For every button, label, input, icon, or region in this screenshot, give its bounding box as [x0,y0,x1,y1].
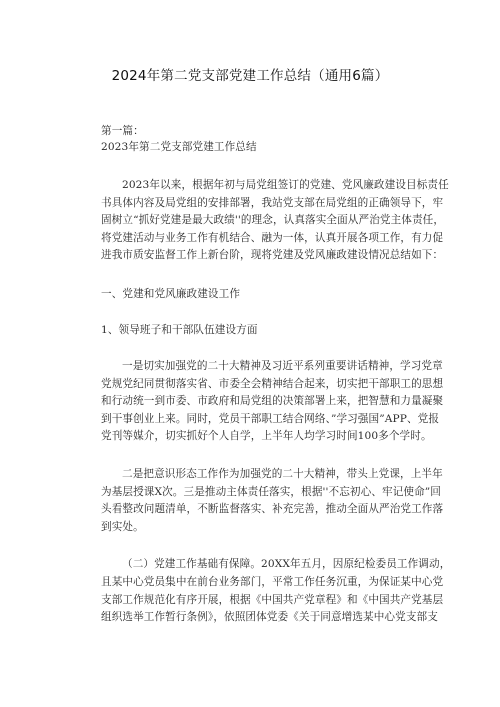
para1-line-2: 党规党纪同贯彻落实省、市委全会精神结合起来，切实把干部职工的思想 [101,378,444,390]
para2-line-2: 为基层授课X次。三是推动主体责任落实，根据''不忘初心、牢记使命”回 [101,486,441,498]
intro-line-4: 将党建活动与业务工作有机结合、融为一体，认真开展各项工作，有力促 [101,232,444,244]
para1-line-5: 党刊等媒介，切实抓好个人自学，上半年人均学习时间100多个学时。 [101,430,432,442]
para3-line-2: 且某中心党员集中在前台业务部门，平常工作任务沉重，为保证某中心党 [101,576,444,588]
para2-line-4: 到实处。 [101,521,144,533]
intro-line-1: 2023年以来，根据年初与局党组签订的党建、党风廉政建设目标责任 [122,179,449,191]
intro-line-2: 书具体内容及局党组的安排部署，我站党支部在局党组的正确领导下，牢 [101,197,444,209]
subsection-heading: 1、领导班子和干部队伍建设方面 [101,324,258,336]
para1-line-1: 一是切实加强党的二十大精神及习近平系列重要讲话精神，学习党章 [122,360,443,372]
para3-line-3: 支部工作规范化有序开展，根据《中国共产党章程》和《中国共产党基层 [101,594,444,606]
intro-line-5: 进我市质安监督工作上新台阶，现将党建及党风廉政建设情况总结如下： [101,249,444,261]
part-label: 第一篇： [101,125,144,137]
intro-line-3: 固树立“抓好党建是最大政绩''的理念，认真落实全面从严治党主体责任， [101,214,445,226]
document-title: 2024年第二党支部党建工作总结（通用6篇） [111,68,389,84]
para3-line-4: 组织选举工作暂行条例》，依照团体党委《关于同意增选某中心党支部支 [101,611,438,623]
part-title: 2023年第二党支部党建工作总结 [101,141,257,153]
para3-line-1: （二）党建工作基础有保障。20XX年五月，因原纪检委员工作调动， [122,558,451,570]
para1-line-3: 和行动统一到市委、市政府和局党组的决策部署上来，把智慧和力量凝聚 [101,395,444,407]
section-heading: 一、党建和党风廉政建设工作 [101,288,241,300]
para2-line-3: 头看整改问题清单，不断监督落实、补充完善，推动全面从严治党工作落 [101,503,444,515]
para1-line-4: 到干事创业上来。同时，党员干部职工结合网络、”学习强国”APP、党报 [101,413,440,425]
para2-line-1: 二是把意识形态工作作为加强党的二十大精神，带头上党课，上半年 [122,468,443,480]
